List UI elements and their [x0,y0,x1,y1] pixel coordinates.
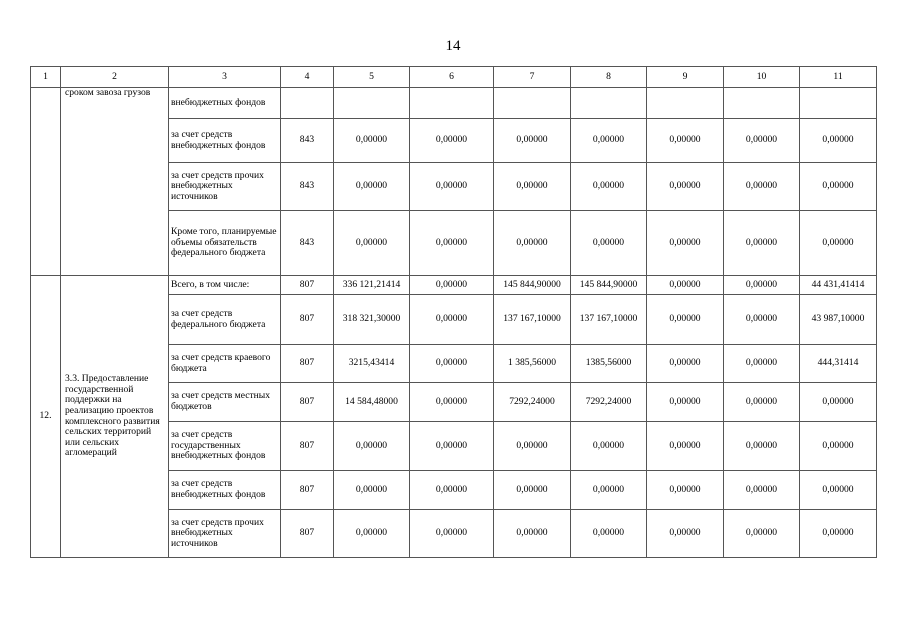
funding-source-cell: за счет средств краевого бюджета [169,345,281,383]
value-cell: 0,00000 [571,211,647,276]
value-cell: 0,00000 [647,211,724,276]
value-cell: 0,00000 [410,119,494,163]
row-number-cell [31,88,61,276]
value-cell: 0,00000 [724,295,800,345]
code-cell: 807 [281,471,334,510]
value-cell: 3215,43414 [334,345,410,383]
value-cell: 0,00000 [724,383,800,422]
value-cell [724,88,800,119]
value-cell: 0,00000 [410,295,494,345]
value-cell: 145 844,90000 [494,276,571,295]
value-cell: 0,00000 [410,163,494,211]
value-cell: 0,00000 [647,345,724,383]
value-cell: 0,00000 [647,471,724,510]
value-cell: 444,31414 [800,345,877,383]
value-cell: 0,00000 [647,510,724,558]
code-cell [281,88,334,119]
header-cell: 10 [724,67,800,88]
value-cell: 0,00000 [800,163,877,211]
value-cell: 0,00000 [334,119,410,163]
value-cell: 0,00000 [724,471,800,510]
value-cell: 0,00000 [494,163,571,211]
funding-source-cell: за счет средств государственных внебюджетных фондов [169,422,281,471]
value-cell: 0,00000 [724,119,800,163]
value-cell: 0,00000 [334,211,410,276]
code-cell: 807 [281,295,334,345]
funding-source-cell: Кроме того, планируемые объемы обязательств федерального бюджета [169,211,281,276]
page-number: 14 [445,38,461,54]
value-cell: 0,00000 [800,211,877,276]
value-cell: 0,00000 [334,163,410,211]
value-cell: 0,00000 [571,422,647,471]
funding-source-cell: Всего, в том числе: [169,276,281,295]
value-cell: 1 385,56000 [494,345,571,383]
value-cell: 0,00000 [647,119,724,163]
value-cell: 0,00000 [724,422,800,471]
value-cell [800,88,877,119]
value-cell: 0,00000 [800,422,877,471]
funding-source-cell: за счет средств прочих внебюджетных источников [169,163,281,211]
header-cell: 4 [281,67,334,88]
value-cell: 137 167,10000 [494,295,571,345]
header-cell: 9 [647,67,724,88]
code-cell: 807 [281,383,334,422]
header-cell: 8 [571,67,647,88]
value-cell: 0,00000 [410,510,494,558]
value-cell: 0,00000 [494,471,571,510]
funding-source-cell: за счет средств внебюджетных фондов [169,119,281,163]
value-cell: 0,00000 [494,211,571,276]
value-cell: 0,00000 [410,383,494,422]
value-cell [571,88,647,119]
value-cell: 0,00000 [494,119,571,163]
value-cell: 0,00000 [410,276,494,295]
code-cell: 807 [281,345,334,383]
table-row [31,88,877,119]
header-cell: 5 [334,67,410,88]
value-cell: 318 321,30000 [334,295,410,345]
value-cell: 0,00000 [410,345,494,383]
value-cell: 0,00000 [494,422,571,471]
value-cell: 0,00000 [800,383,877,422]
value-cell [647,88,724,119]
header-cell: 2 [61,67,169,88]
value-cell [410,88,494,119]
code-cell: 843 [281,211,334,276]
header-cell: 6 [410,67,494,88]
code-cell: 843 [281,163,334,211]
value-cell: 0,00000 [724,211,800,276]
code-cell: 807 [281,422,334,471]
code-cell: 807 [281,510,334,558]
budget-table [30,66,877,558]
value-cell [494,88,571,119]
funding-source-cell: за счет средств прочих внебюджетных источников [169,510,281,558]
value-cell: 0,00000 [410,422,494,471]
funding-source-cell: внебюджетных фондов [169,88,281,119]
value-cell: 7292,24000 [494,383,571,422]
header-cell: 3 [169,67,281,88]
value-cell [334,88,410,119]
value-cell: 0,00000 [724,345,800,383]
header-cell: 11 [800,67,877,88]
row-number-cell: 12. [31,276,61,558]
value-cell: 0,00000 [724,163,800,211]
value-cell: 0,00000 [571,510,647,558]
funding-source-cell: за счет средств федерального бюджета [169,295,281,345]
header-cell: 1 [31,67,61,88]
value-cell: 0,00000 [647,295,724,345]
value-cell: 43 987,10000 [800,295,877,345]
value-cell: 0,00000 [647,163,724,211]
value-cell: 0,00000 [334,471,410,510]
header-cell: 7 [494,67,571,88]
value-cell: 14 584,48000 [334,383,410,422]
value-cell: 0,00000 [410,211,494,276]
funding-source-cell: за счет средств местных бюджетов [169,383,281,422]
header-row [31,67,877,88]
value-cell: 0,00000 [571,163,647,211]
value-cell: 0,00000 [800,471,877,510]
measure-name-cell: сроком завоза грузов [61,88,169,276]
value-cell: 0,00000 [800,119,877,163]
value-cell: 0,00000 [647,422,724,471]
value-cell: 44 431,41414 [800,276,877,295]
value-cell: 336 121,21414 [334,276,410,295]
value-cell: 0,00000 [571,119,647,163]
value-cell: 137 167,10000 [571,295,647,345]
value-cell: 0,00000 [410,471,494,510]
value-cell: 0,00000 [334,422,410,471]
value-cell: 0,00000 [494,510,571,558]
code-cell: 843 [281,119,334,163]
table-row [31,276,877,295]
value-cell: 0,00000 [647,383,724,422]
value-cell: 0,00000 [800,510,877,558]
code-cell: 807 [281,276,334,295]
value-cell: 7292,24000 [571,383,647,422]
value-cell: 0,00000 [334,510,410,558]
value-cell: 0,00000 [647,276,724,295]
value-cell: 0,00000 [724,510,800,558]
value-cell: 1385,56000 [571,345,647,383]
measure-name-cell: 3.3. Предоставление государственной поддержки на реализацию проектов комплексного развития сельских территорий или сельских агломераций [61,276,169,558]
value-cell: 0,00000 [724,276,800,295]
value-cell: 145 844,90000 [571,276,647,295]
funding-source-cell: за счет средств внебюджетных фондов [169,471,281,510]
value-cell: 0,00000 [571,471,647,510]
